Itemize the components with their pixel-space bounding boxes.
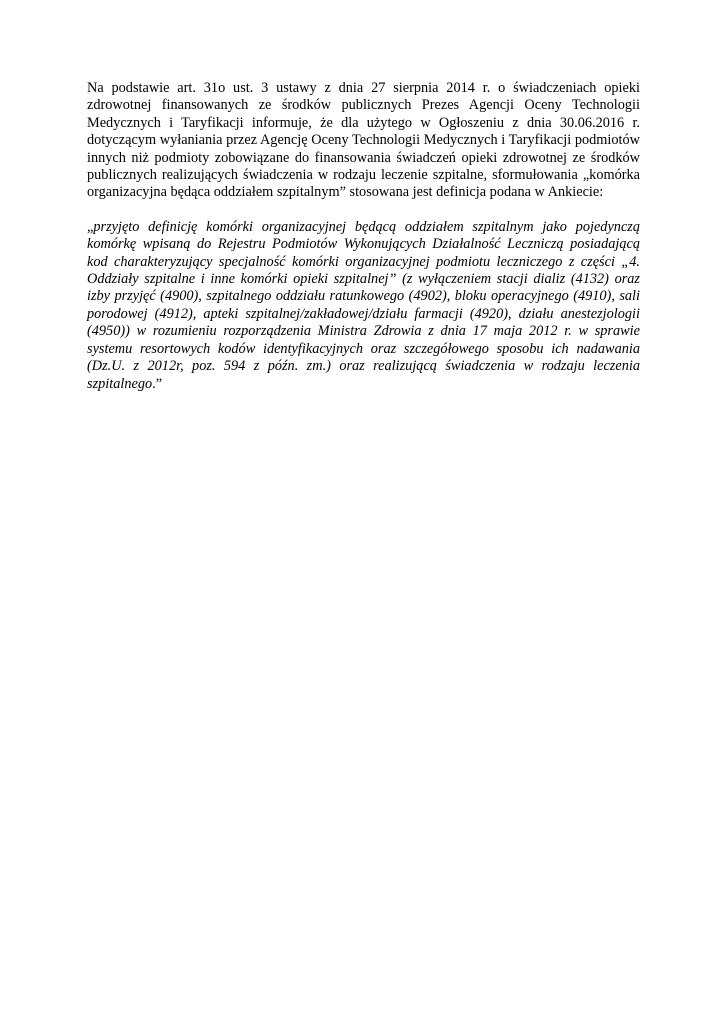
- quote-close-mark: .”: [152, 375, 163, 392]
- definition-quote-text: przyjęto definicję komórki organizacyjnej będącą oddziałem szpitalnym jako pojedynczą komórkę wpisaną do Rejestru Podmiotów Wykonujących Działalność Leczniczą posiadającą kod charakteryzujący specjalność komórki organizacyjnej podmiotu leczniczego z części „4. Oddziały szpitalne i inne komórki opieki szpitalnej” (z wyłączeniem stacji dializ (4132) oraz izby przyjęć (4900), szpitalnego oddziału ratunkowego (4902), bloku operacyjnego (4910), sali porodowej (4912), apteki szpitalnej/zakładowej/działu farmacji (4920), działu anestezjologii (4950)) w rozumieniu rozporządzenia Ministra Zdrowia z dnia 17 maja 2012 r. w sprawie systemu resortowych kodów identyfikacyjnych oraz szczegółowego sposobu ich nadawania (Dz.U. z 2012r, poz. 594 z późn. zm.) oraz realizującą świadczenia w rodzaju leczenia szpitalnego: [87, 218, 640, 392]
- intro-paragraph: Na podstawie art. 31o ust. 3 ustawy z dnia 27 sierpnia 2014 r. o świadczeniach opieki zdrowotnej finansowanych ze środków publicznych Prezes Agencji Oceny Technologii Medycznych i Taryfikacji informuje, że dla użytego w Ogłoszeniu z dnia 30.06.2016 r. dotyczącym wyłaniania przez Agencję Oceny Technologii Medycznych i Taryfikacji podmiotów innych niż podmioty zobowiązane do finansowania świadczeń opieki zdrowotnej ze środków publicznych realizujących świadczenia w rodzaju leczenie szpitalne, sformułowania „komórka organizacyjna będąca oddziałem szpitalnym” stosowana jest definicja podana w Ankiecie:: [87, 80, 640, 201]
- document-body: [87, 80, 640, 410]
- definition-quote: [87, 219, 640, 393]
- quote-open-mark: „: [87, 218, 94, 235]
